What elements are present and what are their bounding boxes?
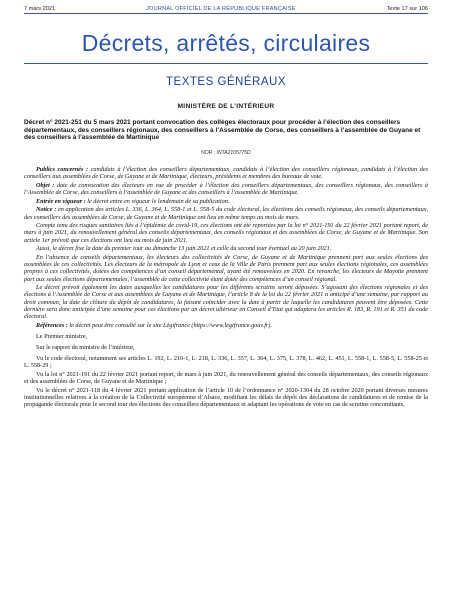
section-title: Décrets, arrêtés, circulaires xyxy=(81,30,371,56)
paragraph-notice xyxy=(24,206,428,220)
nor-label: NOR : xyxy=(201,149,216,156)
paragraph-objet xyxy=(24,182,428,196)
paragraph-prevoit: Le décret prévoit également les dates auxquelles les candidatures pour les différents scrutins seront déposées. S’agissant des élections régionales et des élections à l’Assemblée de Corse et aux assemblées de Guyane et de Martinique, l’article 8 de la loi du 22 février 2021 a anticipé d’une semaine, par rapport au droit commun, la date de clôture du dépôt de candidatures, la faisant coïncider avec la date à partir de laquelle les candidatures peuvent être déposées. Cette dernière sera donc anticipée d’une semaine pour ces élections par un décret ultérieur en Conseil d’Etat qui adaptera les articles R. 183, R. 191 et R. 351 du code électoral. xyxy=(24,284,428,320)
header-journal-title: JOURNAL OFFICIEL DE LA RÉPUBLIQUE FRANÇAISE xyxy=(146,6,296,12)
header-date: 7 mars 2021 xyxy=(24,6,56,12)
publics-label: Publics concernés : xyxy=(36,165,88,173)
publics-text: candidats à l’élection des conseillers départementaux, candidats à l’élection des conseillers régionaux, candidats à l’élection des conseillers aux assemblées de Corse, de Guyane et de Martinique, électeurs, présidents et membres des bureaux de vote. xyxy=(24,165,428,180)
paragraph-aussi: Aussi, le décret fixe la date du premier tour au dimanche 13 juin 2021 et celle du second tour éventuel au 20 juin 2021. xyxy=(36,245,332,253)
paragraph-publics xyxy=(24,166,428,180)
paragraph-references xyxy=(24,322,428,329)
paragraph-vu-code-electoral: Vu le code électoral, notamment ses articles L. 192, L. 210-1, L. 218, L. 336, L. 357, L. 364, L. 375, L. 378, L. 462, L. 451, L. 558-1, L. 558-5, L. 558-25 et L. 558-29 ; xyxy=(24,355,428,370)
header-text-number: Texte 17 sur 106 xyxy=(386,6,428,12)
paragraph-premier-ministre: Le Premier ministre, xyxy=(36,332,88,340)
notice-label: Notice : xyxy=(36,206,57,214)
references-label: Références : xyxy=(36,321,68,329)
decree-title: Décret n° 2021-251 du 5 mars 2021 portant convocation des collèges électoraux pour procéder à l’élection des conseillers départementaux, des conseillers régionaux, des conseillers à l’Assemblée de Corse, des conseillers à l’assemblée de Guyane et des conseillers à l’assemblée de Martinique xyxy=(24,119,421,142)
subsection-title: TEXTES GÉNÉRAUX xyxy=(166,76,286,88)
running-header xyxy=(24,6,428,14)
objet-label: Objet : xyxy=(36,181,55,189)
notice-text: en application des articles L. 336, L. 364, L. 558-1 et L. 558-5 du code électoral, les élections des conseils régionaux, des conseils départementaux, des conseillers des assemblées de Corse, de Guyane et de Martinique ont lieu en même temps au mois de mars. xyxy=(24,206,428,221)
nor-reference xyxy=(24,150,428,156)
paragraph-entree xyxy=(24,198,428,205)
ministry-heading: MINISTÈRE DE L’INTÉRIEUR xyxy=(177,103,275,110)
paragraph-rapport: Sur le rapport du ministre de l’intérieur, xyxy=(36,343,135,351)
paragraph-compte: Compte tenu des risques sanitaires liés à l’épidémie de covid-19, ces élections ont été reportées par la loi n° 2021-191 du 22 février 2021 portant report, de mars à juin 2021, du renouvellement général des conseils départementaux, des conseils régionaux et des assemblées de Corse, de Guyane et de Martinique. Son article 1er prévoit que ces élections ont lieu au mois de juin 2021. xyxy=(24,222,428,244)
document-page xyxy=(24,6,428,410)
paragraph-vu-loi: Vu la loi n° 2021-191 du 22 février 2021 portant report, de mars à juin 2021, du renouvellement général des conseils départementaux, des conseils régionaux et des assemblées de Corse, de Guyane et de Martinique ; xyxy=(24,371,428,386)
references-text: le décret peut être consulté sur le site Légifrance (https://www.legifrance.gouv.fr). xyxy=(69,321,272,329)
paragraph-absence: En l’absence de conseils départementaux, les électeurs des collectivités de Corse, de Guyane et de Martinique prennent part aux seules élections des assemblées de ces collectivités. Les électeurs de la métropole de Lyon et ceux de la Ville de Paris prennent part aux seules élections régionales, ces assemblées propres à ces collectivités, dotées des compétences d’un conseil départemental, ayant été renouvelées en 2020. En revanche, les électeurs de Mayotte prennent part aux seules élections départementales, l’assemblée de cette collectivité étant dotée des compétences d’un conseil régional. xyxy=(24,254,428,283)
section-divider xyxy=(24,63,428,64)
entree-label: Entrée en vigueur : xyxy=(36,197,86,205)
nor-code: INTA2105775D xyxy=(216,149,251,156)
decree-body xyxy=(24,166,428,409)
entree-text: le décret entre en vigueur le lendemain de sa publication. xyxy=(87,197,230,205)
objet-text: date de convocation des électeurs en vue de procéder à l’élection des conseillers départementaux, des conseillers régionaux, des conseillers à l’Assemblée de Corse, des conseillers à l’assemblée de Guyane et des conseillers à l’assemblée de Martinique. xyxy=(24,181,429,196)
paragraph-vu-decret: Vu le décret n° 2021-118 du 4 février 2021 portant application de l’article 10 de l’ordonnance n° 2020-1304 du 28 octobre 2020 portant diverses mesures institutionnelles relatives à la création de la Collectivité européenne d’Alsace, modifiant les délais de dépôt des déclarations de candidatures et de remise de la propagande électorale pour le second tour des élections des conseillers départementaux et adaptant les opérations de vote en cas de scrutins concomitants, xyxy=(24,386,428,409)
